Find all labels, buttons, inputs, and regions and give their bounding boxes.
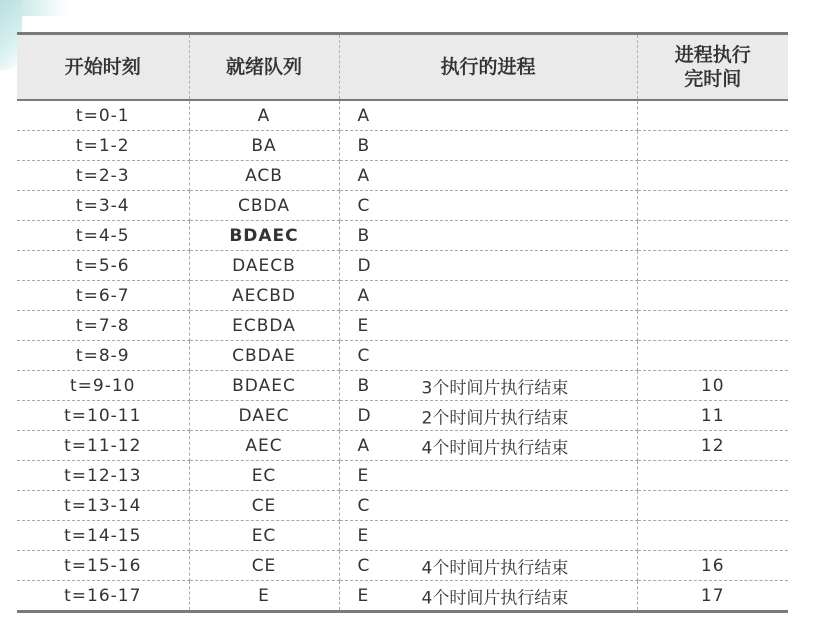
process-name: E (357, 585, 370, 606)
process-name: C (357, 345, 371, 366)
completion-note: 3个时间片执行结束 (421, 378, 569, 398)
process-name: E (357, 315, 370, 336)
cell-finish-time (637, 100, 788, 131)
cell-executing-process (339, 281, 637, 311)
cell-executing-process (339, 131, 637, 161)
process-name: E (357, 465, 370, 486)
process-name: A (357, 105, 371, 126)
table-row (17, 431, 788, 461)
cell-executing-process (339, 191, 637, 221)
scheduling-table (17, 32, 788, 613)
cell-ready-queue: DAECB (189, 251, 339, 281)
cell-ready-queue: BA (189, 131, 339, 161)
cell-ready-queue: E (189, 581, 339, 612)
table-row (17, 551, 788, 581)
cell-executing-process (339, 251, 637, 281)
cell-ready-queue: ECBDA (189, 311, 339, 341)
header-row (17, 34, 788, 101)
cell-ready-queue: BDAEC (189, 221, 339, 251)
cell-start-time: t=5-6 (17, 251, 189, 281)
cell-executing-process (339, 461, 637, 491)
table-row (17, 581, 788, 612)
cell-executing-process (339, 341, 637, 371)
cell-executing-process (339, 551, 637, 581)
table-row (17, 221, 788, 251)
cell-finish-time: 12 (637, 431, 788, 461)
cell-ready-queue: EC (189, 521, 339, 551)
cell-start-time: t=12-13 (17, 461, 189, 491)
cell-finish-time (637, 491, 788, 521)
header-finish-time-label: 进程执行 完时间 (674, 44, 751, 90)
cell-start-time: t=3-4 (17, 191, 189, 221)
process-name: C (357, 555, 371, 576)
cell-start-time: t=0-1 (17, 100, 189, 131)
cell-start-time: t=7-8 (17, 311, 189, 341)
completion-note: 2个时间片执行结束 (421, 408, 569, 428)
completion-note: 4个时间片执行结束 (421, 558, 569, 578)
process-name: B (357, 135, 371, 156)
cell-finish-time (637, 251, 788, 281)
header-ready-queue: 就绪队列 (189, 34, 339, 101)
cell-finish-time: 17 (637, 581, 788, 612)
cell-start-time: t=2-3 (17, 161, 189, 191)
table-row (17, 491, 788, 521)
cell-start-time: t=10-11 (17, 401, 189, 431)
cell-ready-queue: AECBD (189, 281, 339, 311)
process-name: C (357, 495, 371, 516)
cell-start-time: t=6-7 (17, 281, 189, 311)
cell-start-time: t=15-16 (17, 551, 189, 581)
header-start-time: 开始时刻 (17, 34, 189, 101)
process-name: B (357, 375, 371, 396)
table-row (17, 311, 788, 341)
table-row (17, 461, 788, 491)
process-name: B (357, 225, 371, 246)
cell-finish-time (637, 161, 788, 191)
cell-ready-queue: CBDA (189, 191, 339, 221)
cell-finish-time: 16 (637, 551, 788, 581)
completion-note: 4个时间片执行结束 (421, 438, 569, 458)
table-row (17, 100, 788, 131)
cell-executing-process (339, 100, 637, 131)
cell-executing-process (339, 521, 637, 551)
table-row (17, 191, 788, 221)
header-finish-time (637, 34, 788, 101)
table-row (17, 251, 788, 281)
table-row (17, 401, 788, 431)
table-row (17, 131, 788, 161)
cell-ready-queue: BDAEC (189, 371, 339, 401)
header-executing-process: 执行的进程 (339, 34, 637, 101)
cell-start-time: t=1-2 (17, 131, 189, 161)
process-name: C (357, 195, 371, 216)
process-name: E (357, 525, 370, 546)
process-name: D (357, 255, 372, 276)
process-name: A (357, 435, 371, 456)
cell-finish-time (637, 341, 788, 371)
cell-executing-process (339, 161, 637, 191)
cell-finish-time (637, 131, 788, 161)
cell-finish-time: 10 (637, 371, 788, 401)
cell-ready-queue: CBDAE (189, 341, 339, 371)
cell-finish-time (637, 191, 788, 221)
cell-start-time: t=8-9 (17, 341, 189, 371)
cell-ready-queue: A (189, 100, 339, 131)
cell-ready-queue: ACB (189, 161, 339, 191)
process-name: D (357, 405, 372, 426)
cell-finish-time (637, 311, 788, 341)
cell-finish-time: 11 (637, 401, 788, 431)
cell-finish-time (637, 281, 788, 311)
cell-executing-process (339, 311, 637, 341)
cell-finish-time (637, 221, 788, 251)
cell-start-time: t=14-15 (17, 521, 189, 551)
corner-decoration-strip (22, 0, 68, 16)
cell-executing-process (339, 581, 637, 612)
cell-executing-process (339, 431, 637, 461)
cell-start-time: t=11-12 (17, 431, 189, 461)
cell-start-time: t=13-14 (17, 491, 189, 521)
process-name: A (357, 285, 371, 306)
process-name: A (357, 165, 371, 186)
cell-finish-time (637, 461, 788, 491)
cell-executing-process (339, 401, 637, 431)
cell-ready-queue: CE (189, 491, 339, 521)
table-row (17, 161, 788, 191)
completion-note: 4个时间片执行结束 (421, 588, 569, 608)
cell-executing-process (339, 221, 637, 251)
cell-ready-queue: CE (189, 551, 339, 581)
cell-start-time: t=16-17 (17, 581, 189, 612)
table-row (17, 371, 788, 401)
table-row (17, 521, 788, 551)
cell-ready-queue: AEC (189, 431, 339, 461)
cell-start-time: t=4-5 (17, 221, 189, 251)
cell-ready-queue: DAEC (189, 401, 339, 431)
table-row (17, 341, 788, 371)
cell-start-time: t=9-10 (17, 371, 189, 401)
cell-executing-process (339, 371, 637, 401)
cell-finish-time (637, 521, 788, 551)
cell-ready-queue: EC (189, 461, 339, 491)
cell-executing-process (339, 491, 637, 521)
table-row (17, 281, 788, 311)
